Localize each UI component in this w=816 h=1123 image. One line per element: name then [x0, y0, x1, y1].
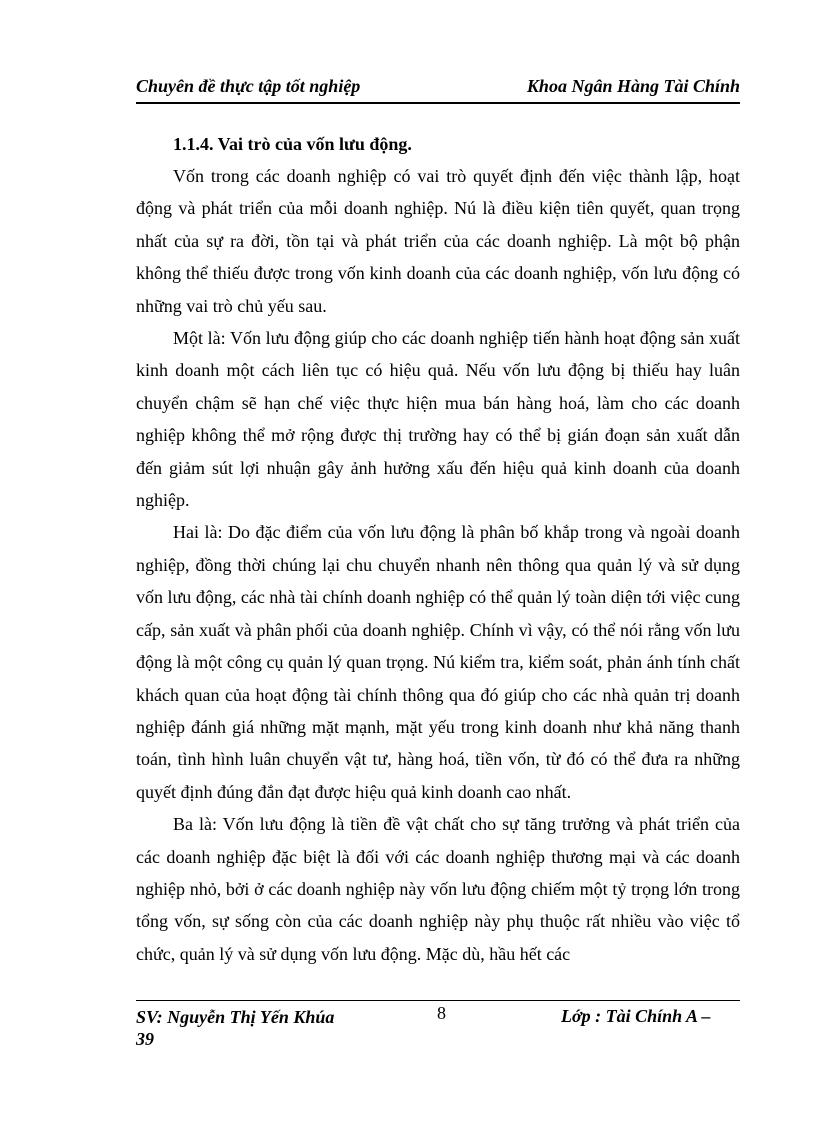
footer-student: SV: Nguyễn Thị Yến Khúa 39	[136, 1007, 335, 1049]
paragraph-2: Một là: Vốn lưu động giúp cho các doanh nghiệp tiến hành hoạt động sản xuất kinh doanh một cách liên tục có hiệu quả. Nếu vốn lưu động bị thiếu hay luân chuyển chậm sẽ hạn chế việc thực hiện mua bán hàng hoá, làm cho các doanh nghiệp không thể mở rộng được thị trường hay có thể bị gián đoạn sản xuất dẫn đến giảm sút lợi nhuận gây ảnh hưởng xấu đến hiệu quả kinh doanh của doanh nghiệp.	[136, 328, 740, 511]
paragraph-1: Vốn trong các doanh nghiệp có vai trò quyết định đến việc thành lập, hoạt động và phát triển của mỗi doanh nghiệp. Nú là điều kiện tiên quyết, quan trọng nhất của sự ra đời, tồn tại và phát triển của các doanh nghiệp. Là một bộ phận không thể thiếu được trong vốn kinh doanh của các doanh nghiệp, vốn lưu động có những vai trò chủ yếu sau.	[136, 166, 740, 316]
section-heading: 1.1.4. Vai trò của vốn lưu động.	[173, 134, 412, 154]
header-title-right: Khoa Ngân Hàng Tài Chính	[526, 76, 740, 96]
page-number: 8	[437, 1003, 446, 1023]
paragraph-3: Hai là: Do đặc điểm của vốn lưu động là phân bố khắp trong và ngoài doanh nghiệp, đồng thời chúng lại chu chuyển nhanh nên thông qua quản lý và sử dụng vốn lưu động, các nhà tài chính doanh nghiệp có thể quản lý toàn diện tới việc cung cấp, sản xuất và phân phối của doanh nghiệp. Chính vì vậy, có thể nói rằng vốn lưu động là một công cụ quản lý quan trọng. Nú kiểm tra, kiểm soát, phản ánh tính chất khách quan của hoạt động tài chính thông qua đó giúp cho các nhà quản trị doanh nghiệp đánh giá những mặt mạnh, mặt yếu trong kinh doanh như khả năng thanh toán, tình hình luân chuyển vật tư, hàng hoá, tiền vốn, từ đó có thể đưa ra những quyết định đúng đắn đạt được hiệu quả kinh doanh cao nhất.	[136, 522, 740, 802]
header-title-left: Chuyên đề thực tập tốt nghiệp	[136, 76, 361, 96]
page-header	[136, 76, 740, 104]
footer-divider	[136, 1000, 740, 1001]
footer-class: Lớp : Tài Chính A –	[561, 1006, 711, 1026]
paragraph-4: Ba là: Vốn lưu động là tiền đề vật chất cho sự tăng trưởng và phát triển của các doanh nghiệp đặc biệt là đối với các doanh nghiệp thương mại và các doanh nghiệp nhỏ, bởi ở các doanh nghiệp này vốn lưu động chiếm một tỷ trọng lớn trong tổng vốn, sự sống còn của các doanh nghiệp này phụ thuộc rất nhiều vào việc tổ chức, quản lý và sử dụng vốn lưu động. Mặc dù, hầu hết các	[136, 814, 740, 964]
page-body	[136, 124, 740, 970]
